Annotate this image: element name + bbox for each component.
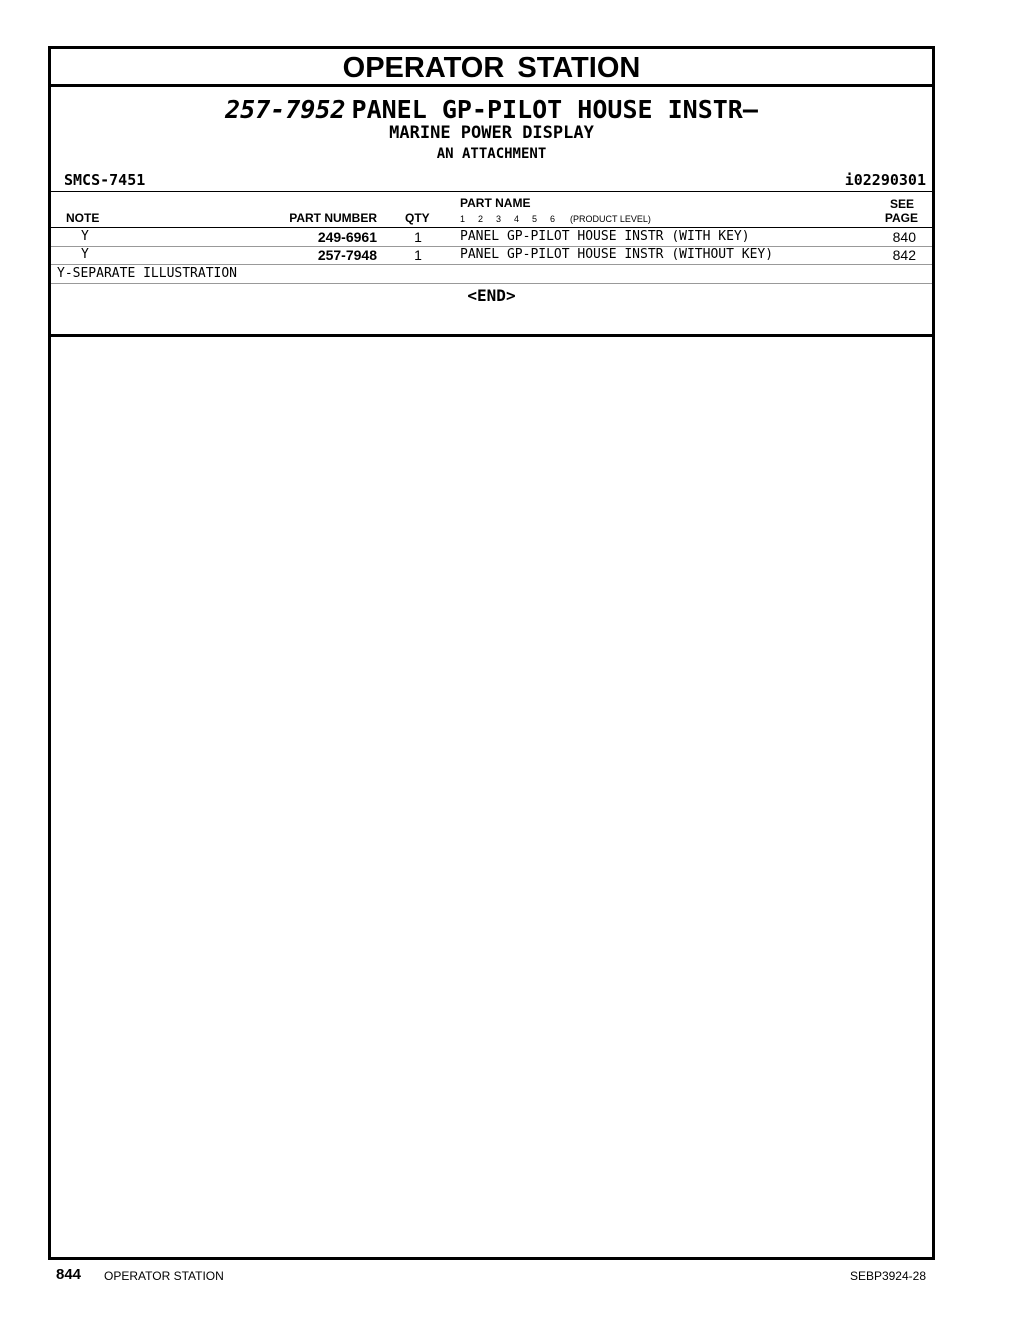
- row-qty: 1: [414, 229, 422, 245]
- page-footer: [0, 1266, 1020, 1286]
- product-level-scale: [460, 213, 651, 225]
- footer-section: OPERATOR STATION: [104, 1269, 224, 1283]
- level-2: 2: [478, 214, 484, 224]
- footnote: Y-SEPARATE ILLUSTRATION: [57, 266, 238, 281]
- row-qty: 1: [414, 247, 422, 263]
- table-top-rule: [51, 191, 932, 192]
- smcs-code: SMCS-7451: [64, 171, 146, 189]
- group-attachment-label: AN ATTACHMENT: [436, 146, 547, 162]
- row-part-name: PANEL GP-PILOT HOUSE INSTR (WITH KEY): [460, 229, 750, 244]
- row-part-number: 257-7948: [317, 247, 377, 263]
- row-see-page: 840: [892, 229, 916, 245]
- section-title: OPERATOR STATION: [51, 49, 932, 87]
- group-part-number: 257-7952: [225, 95, 346, 124]
- level-3: 3: [496, 214, 502, 224]
- group-subtitle: MARINE POWER DISPLAY: [389, 123, 594, 143]
- col-header-part-name: PART NAME: [460, 196, 531, 210]
- col-header-qty: QTY: [405, 211, 430, 225]
- group-title: [51, 95, 932, 125]
- level-1: 1: [460, 214, 466, 224]
- illustration-id: i02290301: [844, 171, 926, 189]
- row-see-page: 842: [892, 247, 916, 263]
- row-note: Y: [81, 229, 89, 244]
- row-part-number: 249-6961: [317, 229, 377, 245]
- level-6: 6: [550, 214, 556, 224]
- row-part-name: PANEL GP-PILOT HOUSE INSTR (WITHOUT KEY): [460, 247, 774, 262]
- group-name: PANEL GP-PILOT HOUSE INSTR–: [351, 95, 758, 124]
- document-id: SEBP3924-28: [849, 1269, 926, 1283]
- parts-group-block: [51, 87, 932, 337]
- row-note: Y: [81, 247, 89, 262]
- page-frame: [48, 46, 935, 1260]
- col-header-page: PAGE: [884, 211, 918, 225]
- level-4: 4: [514, 214, 520, 224]
- table-row: [51, 246, 932, 264]
- page-number: 844: [56, 1266, 82, 1283]
- end-marker: <END>: [467, 286, 516, 305]
- level-5: 5: [532, 214, 538, 224]
- col-header-part-number: PART NUMBER: [289, 211, 377, 225]
- product-level-label: (PRODUCT LEVEL): [570, 214, 651, 224]
- col-header-note: NOTE: [66, 211, 100, 225]
- table-row: [51, 228, 932, 246]
- col-header-see: SEE: [889, 197, 914, 211]
- notes-divider: [51, 283, 932, 284]
